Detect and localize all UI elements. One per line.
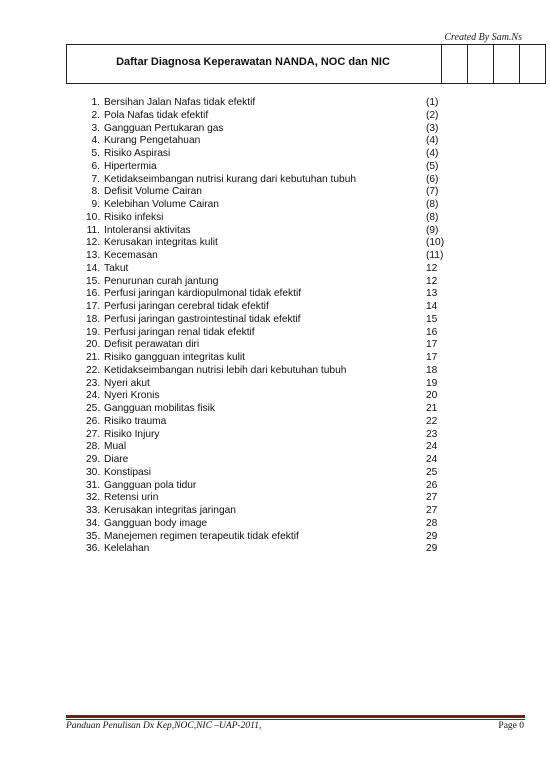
item-label: Gangguan mobilitas fisik <box>104 403 215 414</box>
list-item <box>86 543 466 556</box>
list-item <box>86 339 466 352</box>
item-label: Defisit perawatan diri <box>104 339 200 351</box>
list-item <box>86 161 466 174</box>
item-number: 34. <box>86 517 101 529</box>
item-page-ref: (9) <box>426 224 439 236</box>
item-page-ref: 16 <box>426 326 438 338</box>
item-page-ref: (5) <box>426 160 439 172</box>
item-page-ref: 24 <box>426 441 438 453</box>
item-number: 30. <box>86 466 101 478</box>
item-number: 26. <box>86 415 101 427</box>
item-number: 7. <box>91 173 100 185</box>
list-item <box>86 467 466 480</box>
item-number: 36. <box>86 543 101 555</box>
list-item <box>86 441 466 454</box>
item-label: Perfusi jaringan gastrointestinal tidak efektif <box>104 313 301 325</box>
item-label: Perfusi jaringan renal tidak efektif <box>104 326 255 338</box>
item-page-ref: 26 <box>426 479 438 491</box>
list-item <box>86 518 466 531</box>
item-number: 20. <box>86 339 101 351</box>
item-number: 29. <box>86 454 101 465</box>
header-cell <box>441 45 467 83</box>
item-number: 5. <box>91 148 100 159</box>
item-page-ref: 22 <box>426 415 438 427</box>
list-item <box>86 390 466 403</box>
item-number: 33. <box>86 505 101 516</box>
item-page-ref: (8) <box>426 211 439 223</box>
item-page-ref: 29 <box>426 543 438 555</box>
item-label: Perfusi jaringan kardiopulmonal tidak efektif <box>104 288 302 300</box>
item-label: Risiko Injury <box>104 428 160 440</box>
item-number: 23. <box>86 377 101 389</box>
item-page-ref: 29 <box>426 530 438 542</box>
list-item <box>86 378 466 391</box>
list-item <box>86 186 466 199</box>
item-page-ref: (3) <box>426 122 439 134</box>
item-page-ref: (8) <box>426 199 439 210</box>
item-page-ref: 19 <box>426 377 438 389</box>
item-label: Konstipasi <box>104 466 152 478</box>
header-cell <box>493 45 519 83</box>
header-box <box>66 44 546 84</box>
item-number: 25. <box>86 403 101 414</box>
item-number: 17. <box>86 301 101 312</box>
item-label: Intoleransi aktivitas <box>104 224 191 236</box>
item-page-ref: 17 <box>426 352 438 363</box>
item-number: 35. <box>86 530 101 542</box>
item-number: 9. <box>91 199 100 210</box>
item-number: 1. <box>91 97 100 108</box>
footer-text: Panduan Penulisan Dx Kep,NOC,NIC –UAP-2011, <box>66 721 262 731</box>
item-page-ref: 18 <box>426 364 438 376</box>
item-label: Penurunan curah jantung <box>104 275 219 287</box>
list-item <box>86 492 466 505</box>
list-item <box>86 276 466 289</box>
item-number: 32. <box>86 492 101 504</box>
list-item <box>86 288 466 301</box>
list-item <box>86 97 466 110</box>
item-page-ref: 20 <box>426 390 438 402</box>
item-page-ref: 27 <box>426 505 438 516</box>
item-page-ref: 25 <box>426 466 438 478</box>
item-number: 2. <box>91 109 100 121</box>
list-item <box>86 237 466 250</box>
list-item <box>86 174 466 187</box>
item-label: Kurang Pengetahuan <box>104 135 201 147</box>
item-number: 3. <box>91 122 100 134</box>
item-page-ref: 23 <box>426 428 438 440</box>
item-label: Retensi urin <box>104 492 159 504</box>
item-page-ref: 24 <box>426 454 438 465</box>
list-item <box>86 135 466 148</box>
item-number: 28. <box>86 441 101 453</box>
page-number: Page 0 <box>498 721 524 731</box>
item-label: Pola Nafas tidak efektif <box>104 109 209 121</box>
list-item <box>86 225 466 238</box>
item-label: Hipertermia <box>104 160 157 172</box>
footer-rule <box>66 715 525 718</box>
item-label: Kecemasan <box>104 250 158 261</box>
item-number: 8. <box>91 186 100 198</box>
item-label: Risiko Aspirasi <box>104 148 171 159</box>
list-item <box>86 148 466 161</box>
created-by-label: Created By Sam.Ns <box>444 32 522 43</box>
item-label: Risiko infeksi <box>104 211 164 223</box>
list-item <box>86 123 466 136</box>
item-number: 27. <box>86 428 101 440</box>
item-label: Mual <box>104 441 127 453</box>
item-number: 19. <box>86 326 101 338</box>
item-page-ref: (10) <box>426 237 445 249</box>
item-number: 24. <box>86 390 101 402</box>
document-title: Daftar Diagnosa Keperawatan NANDA, NOC dan NIC <box>116 56 390 68</box>
list-item <box>86 505 466 518</box>
item-label: Takut <box>104 262 129 274</box>
item-page-ref: 27 <box>426 492 438 504</box>
item-label: Manejemen regimen terapeutik tidak efektif <box>104 530 299 542</box>
item-label: Risiko trauma <box>104 415 167 427</box>
item-label: Bersihan Jalan Nafas tidak efektif <box>104 97 256 108</box>
item-page-ref: 21 <box>426 403 438 414</box>
item-label: Kerusakan integritas kulit <box>104 237 218 249</box>
item-number: 22. <box>86 364 101 376</box>
item-page-ref: 17 <box>426 339 438 351</box>
item-label: Defisit Volume Cairan <box>104 186 202 198</box>
item-label: Gangguan Pertukaran gas <box>104 122 224 134</box>
item-number: 6. <box>91 160 100 172</box>
item-label: Ketidakseimbangan nutrisi kurang dari kebutuhan tubuh <box>104 173 357 185</box>
item-label: Kerusakan integritas jaringan <box>104 505 236 516</box>
item-number: 10. <box>86 211 101 223</box>
item-page-ref: 15 <box>426 313 438 325</box>
item-page-ref: 12 <box>426 262 438 274</box>
item-label: Gangguan pola tidur <box>104 479 197 491</box>
list-item <box>86 199 466 212</box>
item-number: 18. <box>86 313 101 325</box>
item-page-ref: (2) <box>426 109 439 121</box>
list-item <box>86 416 466 429</box>
item-page-ref: (6) <box>426 173 439 185</box>
list-item <box>86 352 466 365</box>
list-item <box>86 301 466 314</box>
footer-rule-thin <box>66 719 525 720</box>
item-label: Diare <box>104 454 129 465</box>
list-item <box>86 365 466 378</box>
list-item <box>86 314 466 327</box>
item-label: Nyeri akut <box>104 377 150 389</box>
item-page-ref: (4) <box>426 135 439 147</box>
list-item <box>86 327 466 340</box>
item-number: 16. <box>86 288 101 300</box>
item-page-ref: (1) <box>426 97 439 108</box>
header-cell <box>467 45 493 83</box>
item-page-ref: 13 <box>426 288 438 300</box>
item-label: Gangguan body image <box>104 517 208 529</box>
item-number: 14. <box>86 262 101 274</box>
item-page-ref: 14 <box>426 301 438 312</box>
list-item <box>86 480 466 493</box>
item-label: Kelebihan Volume Cairan <box>104 199 219 210</box>
header-cells <box>441 45 545 83</box>
list-item <box>86 250 466 263</box>
item-label: Risiko gangguan integritas kulit <box>104 352 246 363</box>
item-label: Ketidakseimbangan nutrisi lebih dari kebutuhan tubuh <box>104 364 347 376</box>
item-page-ref: (11) <box>426 250 444 261</box>
item-number: 31. <box>86 479 101 491</box>
header-cell <box>519 45 545 83</box>
item-page-ref: 12 <box>426 275 438 287</box>
list-item <box>86 212 466 225</box>
item-number: 11. <box>86 224 100 236</box>
list-item <box>86 110 466 123</box>
list-item <box>86 403 466 416</box>
list-item <box>86 263 466 276</box>
diagnosis-list <box>86 97 466 556</box>
item-page-ref: 28 <box>426 517 438 529</box>
list-item <box>86 454 466 467</box>
item-number: 15. <box>86 275 101 287</box>
item-page-ref: (4) <box>426 148 439 159</box>
list-item <box>86 531 466 544</box>
item-number: 13. <box>86 250 101 261</box>
item-number: 12. <box>86 237 101 249</box>
item-number: 21. <box>86 352 101 363</box>
item-page-ref: (7) <box>426 186 439 198</box>
list-item <box>86 429 466 442</box>
item-label: Kelelahan <box>104 543 150 555</box>
item-number: 4. <box>91 135 100 147</box>
item-label: Perfusi jaringan cerebral tidak efektif <box>104 301 269 312</box>
item-label: Nyeri Kronis <box>104 390 160 402</box>
